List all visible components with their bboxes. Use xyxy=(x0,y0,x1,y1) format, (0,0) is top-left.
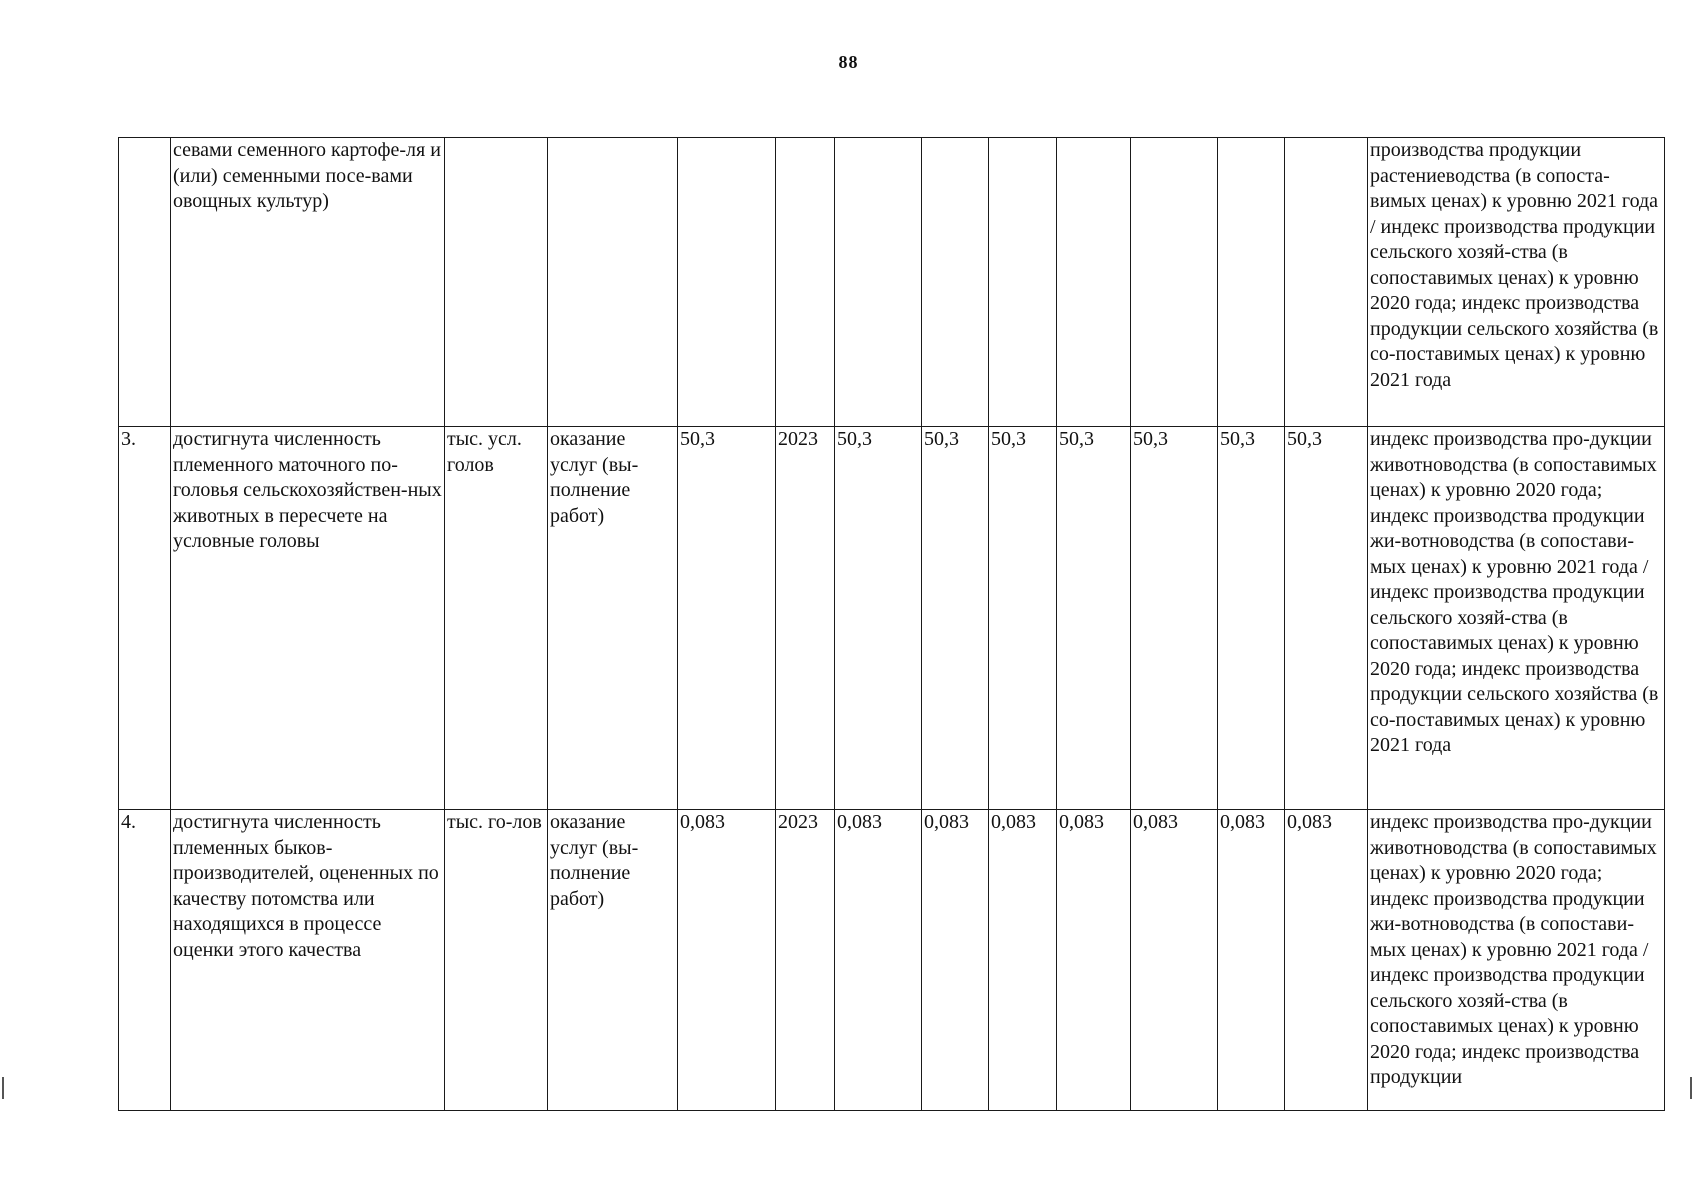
row-number-cell: 3. xyxy=(119,427,171,810)
value-cell: 0,083 xyxy=(1218,810,1285,1111)
value-cell: 50,3 xyxy=(1057,427,1131,810)
value-cell xyxy=(1131,138,1218,427)
value-cell xyxy=(922,138,989,427)
value-cell: 0,083 xyxy=(1057,810,1131,1111)
base-value-cell: 0,083 xyxy=(678,810,776,1111)
result-name-cell: достигнута численность племенного маточного по-головья сельскохозяйствен-ных животных в пересчете на условные головы xyxy=(171,427,445,810)
value-cell: 50,3 xyxy=(1218,427,1285,810)
table-row xyxy=(119,427,1665,810)
table-row xyxy=(119,810,1665,1111)
result-type-cell xyxy=(548,138,678,427)
value-cell xyxy=(989,138,1057,427)
value-cell: 0,083 xyxy=(835,810,922,1111)
scan-mark-right xyxy=(1690,1077,1692,1099)
base-year-cell: 2023 xyxy=(776,427,835,810)
value-cell: 0,083 xyxy=(922,810,989,1111)
base-year-cell xyxy=(776,138,835,427)
result-name-cell: севами семенного картофе-ля и (или) семенными посе-вами овощных культур) xyxy=(171,138,445,427)
indicator-cell: индекс производства про-дукции животноводства (в сопоставимых ценах) к уровню 2020 года; индекс производства продукции жи-вотноводства (в сопостави-мых ценах) к уровню 2021 года / индекс производства продукции сельского хозяй-ства (в сопоставимых ценах) к уровню 2020 года; индекс производства продукции сельского хозяйства (в со-поставимых ценах) к уровню 2021 года xyxy=(1368,427,1665,810)
unit-cell: тыс. го-лов xyxy=(445,810,548,1111)
base-value-cell xyxy=(678,138,776,427)
base-value-cell: 50,3 xyxy=(678,427,776,810)
table-row xyxy=(119,138,1665,427)
row-number-cell: 4. xyxy=(119,810,171,1111)
value-cell: 0,083 xyxy=(1285,810,1368,1111)
scan-mark-left xyxy=(2,1077,4,1099)
value-cell: 50,3 xyxy=(922,427,989,810)
value-cell: 50,3 xyxy=(1285,427,1368,810)
value-cell: 0,083 xyxy=(989,810,1057,1111)
page-number: 88 xyxy=(838,52,859,72)
value-cell xyxy=(1285,138,1368,427)
result-name-cell: достигнута численность племенных быков-производителей, оцененных по качеству потомства или находящихся в процессе оценки этого качества xyxy=(171,810,445,1111)
value-cell: 50,3 xyxy=(835,427,922,810)
indicator-cell: индекс производства про-дукции животноводства (в сопоставимых ценах) к уровню 2020 года; индекс производства продукции жи-вотноводства (в сопостави-мых ценах) к уровню 2021 года / индекс производства продукции сельского хозяй-ства (в сопоставимых ценах) к уровню 2020 года; индекс производства продукции xyxy=(1368,810,1665,1111)
base-year-cell: 2023 xyxy=(776,810,835,1111)
unit-cell xyxy=(445,138,548,427)
value-cell: 50,3 xyxy=(1131,427,1218,810)
value-cell xyxy=(835,138,922,427)
indicator-cell: производства продукции растениеводства (в сопоста-вимых ценах) к уровню 2021 года / индекс производства продукции сельского хозяй-ства (в сопоставимых ценах) к уровню 2020 года; индекс производства продукции сельского хозяйства (в со-поставимых ценах) к уровню 2021 года xyxy=(1368,138,1665,427)
value-cell: 0,083 xyxy=(1131,810,1218,1111)
unit-cell: тыс. усл. голов xyxy=(445,427,548,810)
result-type-cell: оказание услуг (вы-полнение работ) xyxy=(548,427,678,810)
value-cell xyxy=(1218,138,1285,427)
result-type-cell: оказание услуг (вы-полнение работ) xyxy=(548,810,678,1111)
value-cell xyxy=(1057,138,1131,427)
row-number-cell xyxy=(119,138,171,427)
data-table xyxy=(118,137,1665,1111)
value-cell: 50,3 xyxy=(989,427,1057,810)
